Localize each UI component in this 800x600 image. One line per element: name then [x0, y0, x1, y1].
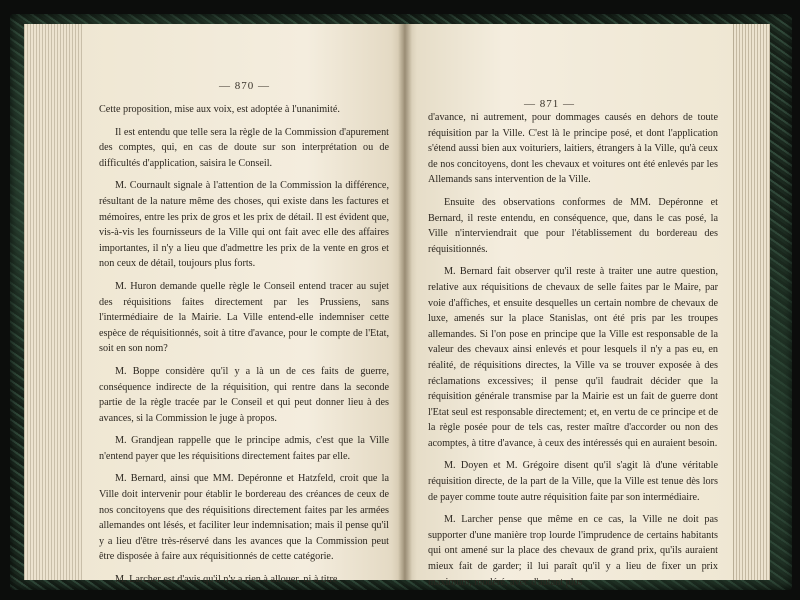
right-page-text [428, 110, 718, 597]
paragraph: d'avance, ni autrement, pour dommages causés en dehors de toute réquisition par la Ville. C'est là le principe posé, et dont l'application s'étend aussi bien aux voituriers, laitiers, étrangers à la Ville, qu'à ceux de nos concitoyens, dont les chevaux et voitures ont été enlevés par les Allemands sans intervention de la Ville. [428, 112, 718, 186]
paragraph: Ensuite des observations conformes de MM. Depéronne et Bernard, il reste entendu, en conséquence, que, dans le cas posé, la Ville n'interviendrait que pour l'établissement du bordereau des réquisitionnés. [428, 196, 718, 255]
paragraph: M. Doyen et M. Grégoire disent qu'il s'agit là d'une véritable réquisition directe, de la part de la Ville, que la Ville est tenue dès lors de payer comme toute autre réquisition faite par son intermédiaire. [428, 460, 718, 503]
paragraph: M. Larcher est d'avis qu'il n'y a rien à allouer, ni à titre [115, 574, 338, 586]
page-edges-right [733, 24, 770, 580]
right-page-number: — 871 — [524, 98, 575, 110]
paragraph: M. Larcher pense que même en ce cas, la Ville ne doit pas supporter d'une manière trop lourde l'imprudence de certains habitants qui ont amené sur la place des chevaux de grand prix, qu'ils auraient mieux fait de garder; il lui paraît qu'il y a lieu de fixer un prix maximum, modéré, avec d'autant plus [428, 514, 718, 588]
book-gutter [398, 24, 412, 580]
paragraph: M. Huron demande quelle règle le Conseil entend tracer au sujet des réquisitions faites directement par les Prussiens, sans l'intermédiaire de la Mairie. La Ville entend-elle indemniser cette espèce de réquisitionnés, soit à titre d'avance, pour le compte de l'Etat, soit en son nom? [99, 280, 389, 355]
left-page-text [99, 102, 389, 595]
right-page [404, 24, 733, 588]
paragraph: Il est entendu que telle sera la règle de la Commission d'apurement des comptes, qui, en cas de doute sur son interprétation ou de difficultés d'application, saisira le Conseil. [99, 126, 389, 169]
page-edges-left [24, 24, 83, 580]
paragraph: M. Boppe considère qu'il y a là un de ces faits de guerre, conséquence indirecte de la réquisition, qui rentre dans la seconde partie de la règle tracée par le Conseil et qui peut donner lieu à des avances, si la Commission le juge à propos. [99, 365, 389, 424]
paragraph: M. Cournault signale à l'attention de la Commission la différence, résultant de la nature même des choses, qui existe dans les factures et mémoires, entre les prix de gros et les prix de détail. Il est évident que, vis-à-vis les fournisseurs de la Ville qui ont fait avec elle des affaires importantes, il n'y a lieu que d'admettre les prix de la vente en gros et non ceux de détail, toujours plus forts. [99, 180, 389, 270]
paragraph: M. Grandjean rappelle que le principe admis, c'est que la Ville n'entend payer que les réquisitions directement faites par elle. [99, 435, 389, 462]
left-page-number: — 870 — [219, 80, 270, 92]
left-page [82, 24, 404, 586]
paragraph: Cette proposition, mise aux voix, est adoptée à l'unanimité. [99, 104, 340, 115]
paragraph: M. Bernard fait observer qu'il reste à traiter une autre question, relative aux réquisitions de chevaux de selle faites par le Maire, par voie d'affiches, et ensuite desquelles un certain nombre de chevaux de luxe, amenés sur la place Stanislas, ont été pris par les troupes allemandes. Si l'on pose en principe que la Ville est responsable de la valeur des chevaux ainsi enlevés et pour lesquels il n'y a pas eu, en réalité, de réquisitions directes, la Ville va se trouver exposée à des réclamations excessives; il pense qu'il faudrait décider que la réquisition générale transmise par la Mairie est un fait de guerre dont l'Etat seul est responsable directement; et, en vertu de ce principe et de la règle posée pour de tels cas, rester maître d'accorder ou non des acomptes, à titre d'avance, à ceux des intéressés qui en auraient besoin. [428, 266, 718, 449]
paragraph: M. Bernard, ainsi que MM. Depéronne et Hatzfeld, croit que la Ville doit intervenir pour établir le bordereau des créances de ceux de nos concitoyens que des réquisitions directement faites par les armées allemandes ont lésés, et faciliter leur indemnisation; mais il pense qu'il y a lieu d'être très-réservé dans les avances que la Commission peut être disposée à faire aux réquisitionnés de cette catégorie. [99, 473, 389, 563]
